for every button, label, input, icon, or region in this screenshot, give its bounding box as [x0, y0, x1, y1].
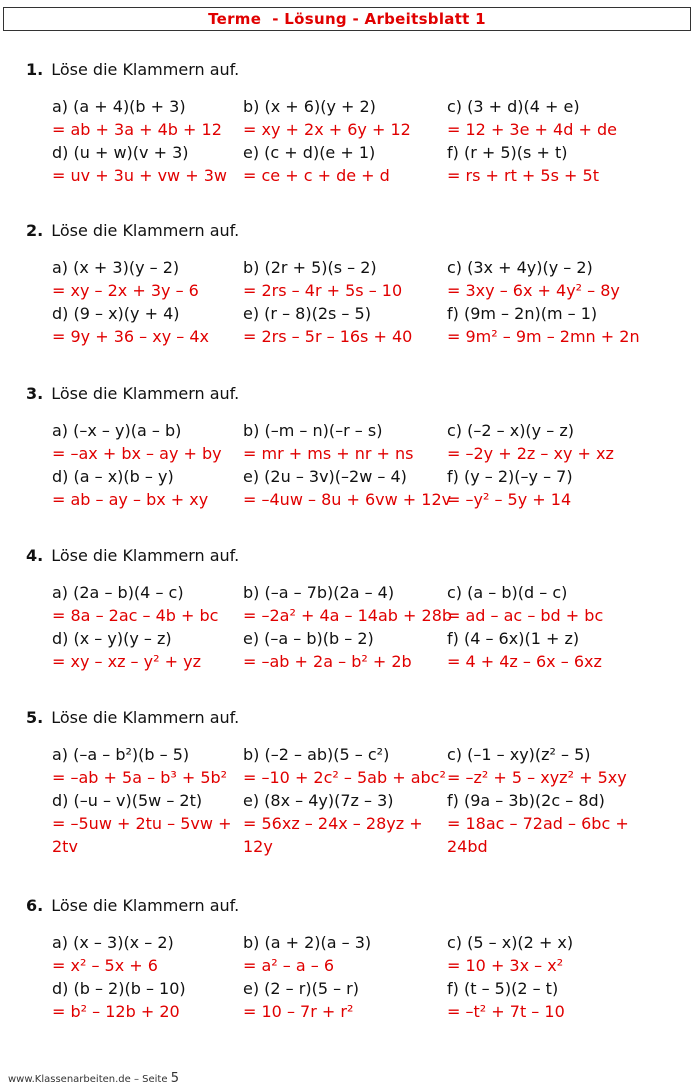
exercise-instruction: Löse die Klammern auf.: [51, 708, 240, 727]
solution-expression: = 2rs – 5r – 16s + 40: [243, 327, 413, 346]
solution-expression: = –ab + 5a – b³ + 5b²: [52, 768, 228, 787]
solution-expression: = uv + 3u + vw + 3w: [52, 166, 227, 185]
task-expression: c) (–2 – x)(y – z): [447, 421, 574, 440]
exercise-number: 4.: [26, 546, 44, 565]
task-expression: c) (–1 – xy)(z² – 5): [447, 745, 591, 764]
task-expression: b) (x + 6)(y + 2): [243, 97, 376, 116]
task-expression: d) (b – 2)(b – 10): [52, 979, 186, 998]
task-expression: e) (–a – b)(b – 2): [243, 629, 374, 648]
task-expression: e) (2 – r)(5 – r): [243, 979, 359, 998]
solution-expression: = –2y + 2z – xy + xz: [447, 444, 614, 463]
task-expression: c) (5 – x)(2 + x): [447, 933, 574, 952]
task-expression: a) (2a – b)(4 – c): [52, 583, 184, 602]
exercise-instruction: Löse die Klammern auf.: [51, 546, 240, 565]
exercise-heading: [26, 60, 239, 80]
task-expression: d) (x – y)(y – z): [52, 629, 172, 648]
solution-expression: = 56xz – 24x – 28yz +: [243, 814, 423, 833]
task-expression: f) (9a – 3b)(2c – 8d): [447, 791, 605, 810]
solution-expression: = ab – ay – bx + xy: [52, 490, 209, 509]
task-expression: e) (c + d)(e + 1): [243, 143, 376, 162]
task-expression: b) (–2 – ab)(5 – c²): [243, 745, 390, 764]
solution-expression: = 4 + 4z – 6x – 6xz: [447, 652, 602, 671]
task-expression: f) (4 – 6x)(1 + z): [447, 629, 580, 648]
solution-expression: = –t² + 7t – 10: [447, 1002, 565, 1021]
task-expression: a) (x – 3)(x – 2): [52, 933, 174, 952]
task-expression: a) (a + 4)(b + 3): [52, 97, 186, 116]
exercise-number: 5.: [26, 708, 44, 727]
solution-expression: = –y² – 5y + 14: [447, 490, 572, 509]
task-expression: d) (a – x)(b – y): [52, 467, 174, 486]
exercise-heading: [26, 708, 239, 728]
solution-expression: = 18ac – 72ad – 6bc +: [447, 814, 629, 833]
task-expression: f) (y – 2)(–y – 7): [447, 467, 573, 486]
solution-expression: 24bd: [447, 837, 488, 856]
exercise-heading: [26, 546, 239, 566]
solution-expression: = 3xy – 6x + 4y² – 8y: [447, 281, 620, 300]
task-expression: f) (t – 5)(2 – t): [447, 979, 559, 998]
solution-expression: = 10 – 7r + r²: [243, 1002, 354, 1021]
solution-expression: = ab + 3a + 4b + 12: [52, 120, 222, 139]
solution-expression: 2tv: [52, 837, 78, 856]
solution-expression: = –ab + 2a – b² + 2b: [243, 652, 412, 671]
solution-expression: = rs + rt + 5s + 5t: [447, 166, 599, 185]
task-expression: a) (–a – b²)(b – 5): [52, 745, 190, 764]
task-expression: b) (–a – 7b)(2a – 4): [243, 583, 395, 602]
solution-expression: = 10 + 3x – x²: [447, 956, 564, 975]
solution-expression: = a² – a – 6: [243, 956, 335, 975]
task-expression: f) (9m – 2n)(m – 1): [447, 304, 598, 323]
solution-expression: = –10 + 2c² – 5ab + abc²: [243, 768, 446, 787]
solution-expression: = ad – ac – bd + bc: [447, 606, 604, 625]
task-expression: b) (a + 2)(a – 3): [243, 933, 372, 952]
solution-expression: = b² – 12b + 20: [52, 1002, 180, 1021]
solution-expression: 12y: [243, 837, 273, 856]
exercise-number: 3.: [26, 384, 44, 403]
exercise-heading: [26, 221, 239, 241]
task-expression: e) (8x – 4y)(7z – 3): [243, 791, 394, 810]
worksheet-title: [3, 7, 691, 31]
page-footer: [8, 1071, 179, 1086]
exercise-instruction: Löse die Klammern auf.: [51, 60, 240, 79]
solution-expression: = 8a – 2ac – 4b + bc: [52, 606, 219, 625]
title-text: Terme - Lösung - Arbeitsblatt 1: [208, 10, 486, 28]
task-expression: a) (x + 3)(y – 2): [52, 258, 180, 277]
exercise-heading: [26, 896, 239, 916]
solution-expression: = –z² + 5 – xyz² + 5xy: [447, 768, 627, 787]
footer-site: www.Klassenarbeiten.de – Seite: [8, 1074, 168, 1085]
solution-expression: = xy – 2x + 3y – 6: [52, 281, 199, 300]
solution-expression: = –4uw – 8u + 6vw + 12v: [243, 490, 452, 509]
exercise-number: 1.: [26, 60, 44, 79]
exercise-number: 6.: [26, 896, 44, 915]
task-expression: e) (r – 8)(2s – 5): [243, 304, 371, 323]
exercise-instruction: Löse die Klammern auf.: [51, 221, 240, 240]
solution-expression: = 2rs – 4r + 5s – 10: [243, 281, 403, 300]
task-expression: c) (3 + d)(4 + e): [447, 97, 580, 116]
solution-expression: = 9m² – 9m – 2mn + 2n: [447, 327, 640, 346]
task-expression: d) (u + w)(v + 3): [52, 143, 189, 162]
solution-expression: = xy + 2x + 6y + 12: [243, 120, 411, 139]
footer-page-number: 5: [170, 1071, 179, 1086]
task-expression: d) (–u – v)(5w – 2t): [52, 791, 203, 810]
solution-expression: = x² – 5x + 6: [52, 956, 158, 975]
solution-expression: = ce + c + de + d: [243, 166, 390, 185]
task-expression: b) (–m – n)(–r – s): [243, 421, 383, 440]
exercise-instruction: Löse die Klammern auf.: [51, 384, 240, 403]
solution-expression: = –5uw + 2tu – 5vw +: [52, 814, 232, 833]
solution-expression: = –2a² + 4a – 14ab + 28b: [243, 606, 453, 625]
solution-expression: = –ax + bx – ay + by: [52, 444, 222, 463]
task-expression: a) (–x – y)(a – b): [52, 421, 182, 440]
task-expression: c) (3x + 4y)(y – 2): [447, 258, 593, 277]
solution-expression: = 12 + 3e + 4d + de: [447, 120, 617, 139]
solution-expression: = xy – xz – y² + yz: [52, 652, 201, 671]
task-expression: e) (2u – 3v)(–2w – 4): [243, 467, 407, 486]
task-expression: b) (2r + 5)(s – 2): [243, 258, 377, 277]
exercise-number: 2.: [26, 221, 44, 240]
task-expression: d) (9 – x)(y + 4): [52, 304, 180, 323]
exercise-instruction: Löse die Klammern auf.: [51, 896, 240, 915]
task-expression: f) (r + 5)(s + t): [447, 143, 568, 162]
solution-expression: = 9y + 36 – xy – 4x: [52, 327, 210, 346]
solution-expression: = mr + ms + nr + ns: [243, 444, 414, 463]
exercise-heading: [26, 384, 239, 404]
task-expression: c) (a – b)(d – c): [447, 583, 568, 602]
